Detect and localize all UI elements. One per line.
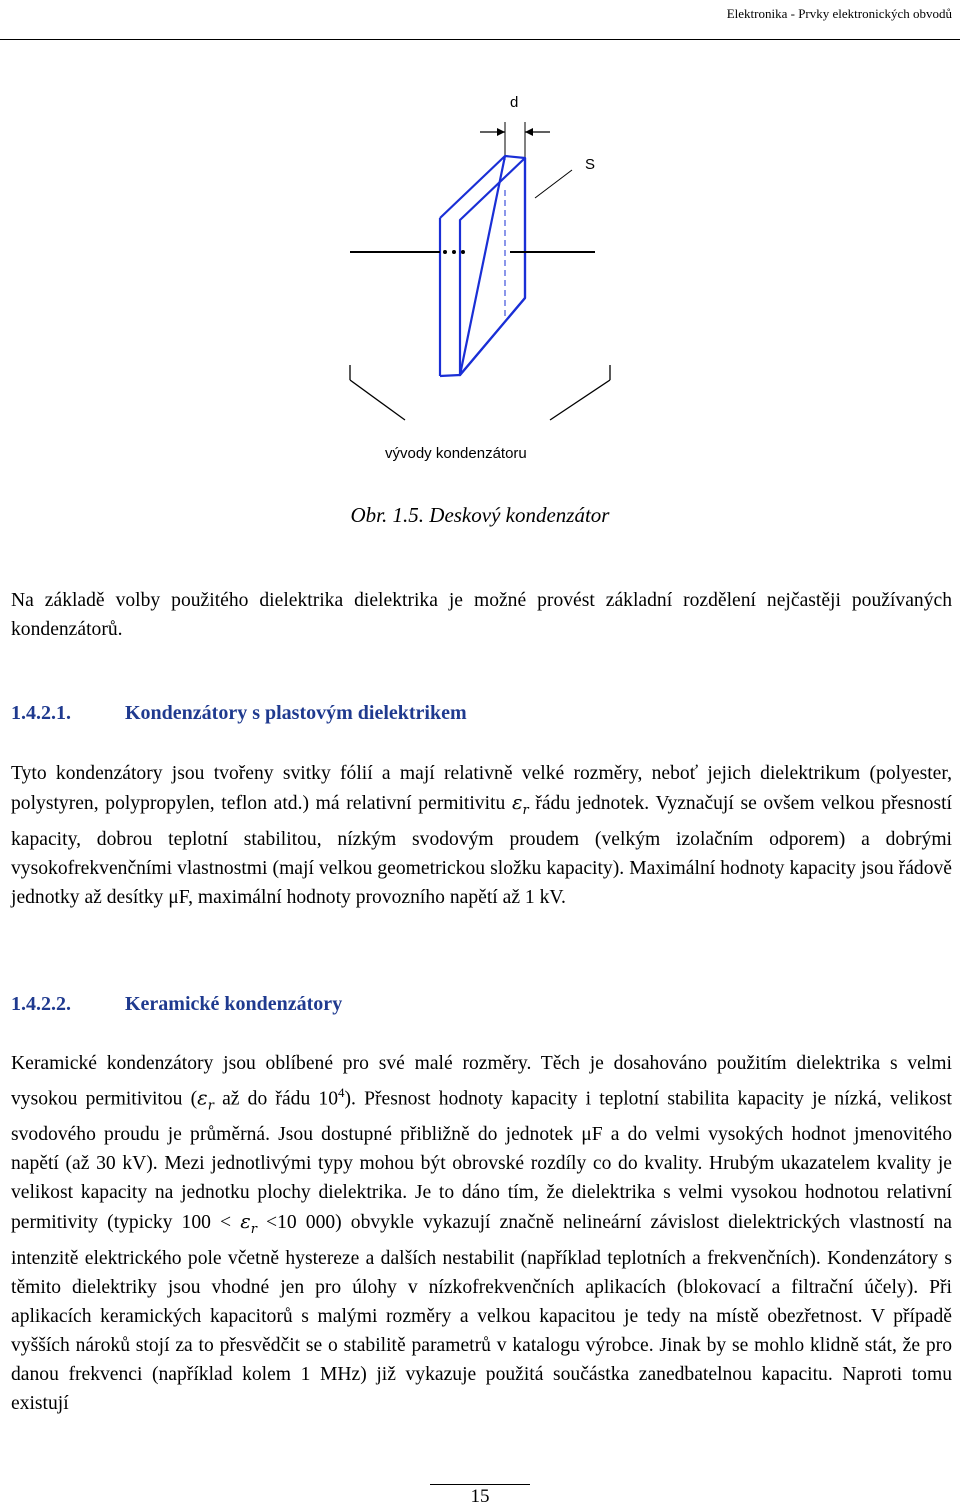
figure-caption: Obr. 1.5. Deskový kondenzátor <box>350 503 610 527</box>
section-number: 1.4.2.1. <box>11 702 71 724</box>
section-title: Kondenzátory s plastovým dielektrikem <box>125 702 467 724</box>
area-pointer-line <box>535 170 572 198</box>
epsilon-subscript: r <box>250 1222 257 1238</box>
ellipsis-dot <box>452 250 456 254</box>
label-leads: vývody kondenzátoru <box>385 445 527 462</box>
epsilon-subscript: r <box>522 802 529 818</box>
plate-capacitor-diagram <box>320 80 640 480</box>
text-run: až do řádu 10 <box>213 1088 339 1110</box>
running-header: Elektronika - Prvky elektronických obvodů <box>726 6 952 21</box>
ceramic-paragraph <box>11 1049 952 1418</box>
ellipsis-dot <box>443 250 447 254</box>
section-heading-plastic <box>11 702 467 725</box>
capacitor-figure <box>320 80 640 480</box>
text-run: <10 000) obvykle vykazují značně nelineární závislost dielektrických vlastností na intenzitě elektrického pole včetně hystereze a dalších nestabilit (například teplotních a frekvenčních). Kondenzátory s těmito dielektriky jsou vhodné jen pro úlohy v nízkofrekvenčních aplikacích (blokovací a filtrační účely). Při aplikacích keramických kapacitorů s malými rozměry a velkou kapacitou je tedy na místě obezřetnost. V případě vyšších nároků stojí za to přesvědčit se o stabilitě parametrů v katalogu výrobce. Jinak by se mohlo klidně stát, že pro danou frekvenci (například kolem 1 MHz) již vykazuje použitá součástka zanedbatelnou kapacitu. Naproti tomu existují <box>11 1212 953 1415</box>
ellipsis-dot <box>461 250 465 254</box>
rear-plate-bottom-edge <box>440 375 460 376</box>
dimension-arrowhead-right <box>525 128 533 136</box>
text-run: ). Přesnost hodnoty kapacity i teplotní stabilita kapacity je nízká, velikost svodového proudu je průměrná. Jsou dostupné přibližně do jednotek μF a do velmi vysokých hodnot jmenovitého napětí (až 30 kV). Mezi jednotlivými typy mohou být obrovské rozdíly co do kvality. Hrubým ukazatelem kvality je velikost kapacity na jednotku plochy dielektrika. Je to dáno tím, že dielektrika s velmi vysokou hodnotou relativní permitivity (typicky 100 < <box>11 1088 952 1234</box>
text-run: Tyto kondenzátory jsou tvořeny svitky fólií a mají relativně velké rozměry, neboť jejich dielektrikum (polyester, polystyren, polypropylen, teflon atd.) má relativní permitivitu <box>11 763 952 814</box>
text-run: řádu jednotek. Vyznačují se ovšem velkou přesností kapacity, dobrou teplotní stabilitou, nízkým svodovým proudem (velkým izolačním odporem) a dobrými vysokofrekvenčními vlastnostmi (mají velkou geometrickou složku kapacity). Maximální hodnoty kapacity jsou řádově jednotky až desítky μF, maximální hodnoty provozního napětí až 1 kV. <box>11 793 952 908</box>
header-divider <box>0 39 960 40</box>
dimension-arrowhead-left <box>497 128 505 136</box>
epsilon-symbol: ε <box>511 791 523 814</box>
page-number: 15 <box>470 1486 490 1507</box>
exponent: 4 <box>338 1085 345 1100</box>
lead-right-diagonal <box>550 380 610 420</box>
intro-text: Na základě volby použitého dielektrika dielektrika je možné provést základní rozdělení nejčastěji používaných kondenzátorů. <box>11 590 952 640</box>
section-heading-ceramic <box>11 993 342 1016</box>
section-number: 1.4.2.2. <box>11 993 71 1015</box>
epsilon-symbol: ε <box>197 1086 208 1110</box>
plastic-paragraph <box>11 759 952 912</box>
lead-left-diagonal <box>350 380 405 420</box>
epsilon-symbol: ε <box>240 1210 251 1234</box>
label-d: d <box>510 94 519 111</box>
label-s: S <box>585 156 596 173</box>
epsilon-subscript: r <box>207 1098 214 1114</box>
intro-paragraph <box>11 586 952 644</box>
section-title: Keramické kondenzátory <box>125 993 343 1015</box>
text-run: Keramické kondenzátory jsou oblíbené pro své malé rozměry. Těch je dosahováno použitím dielektrika s velmi vysokou permitivitou ( <box>11 1053 952 1110</box>
